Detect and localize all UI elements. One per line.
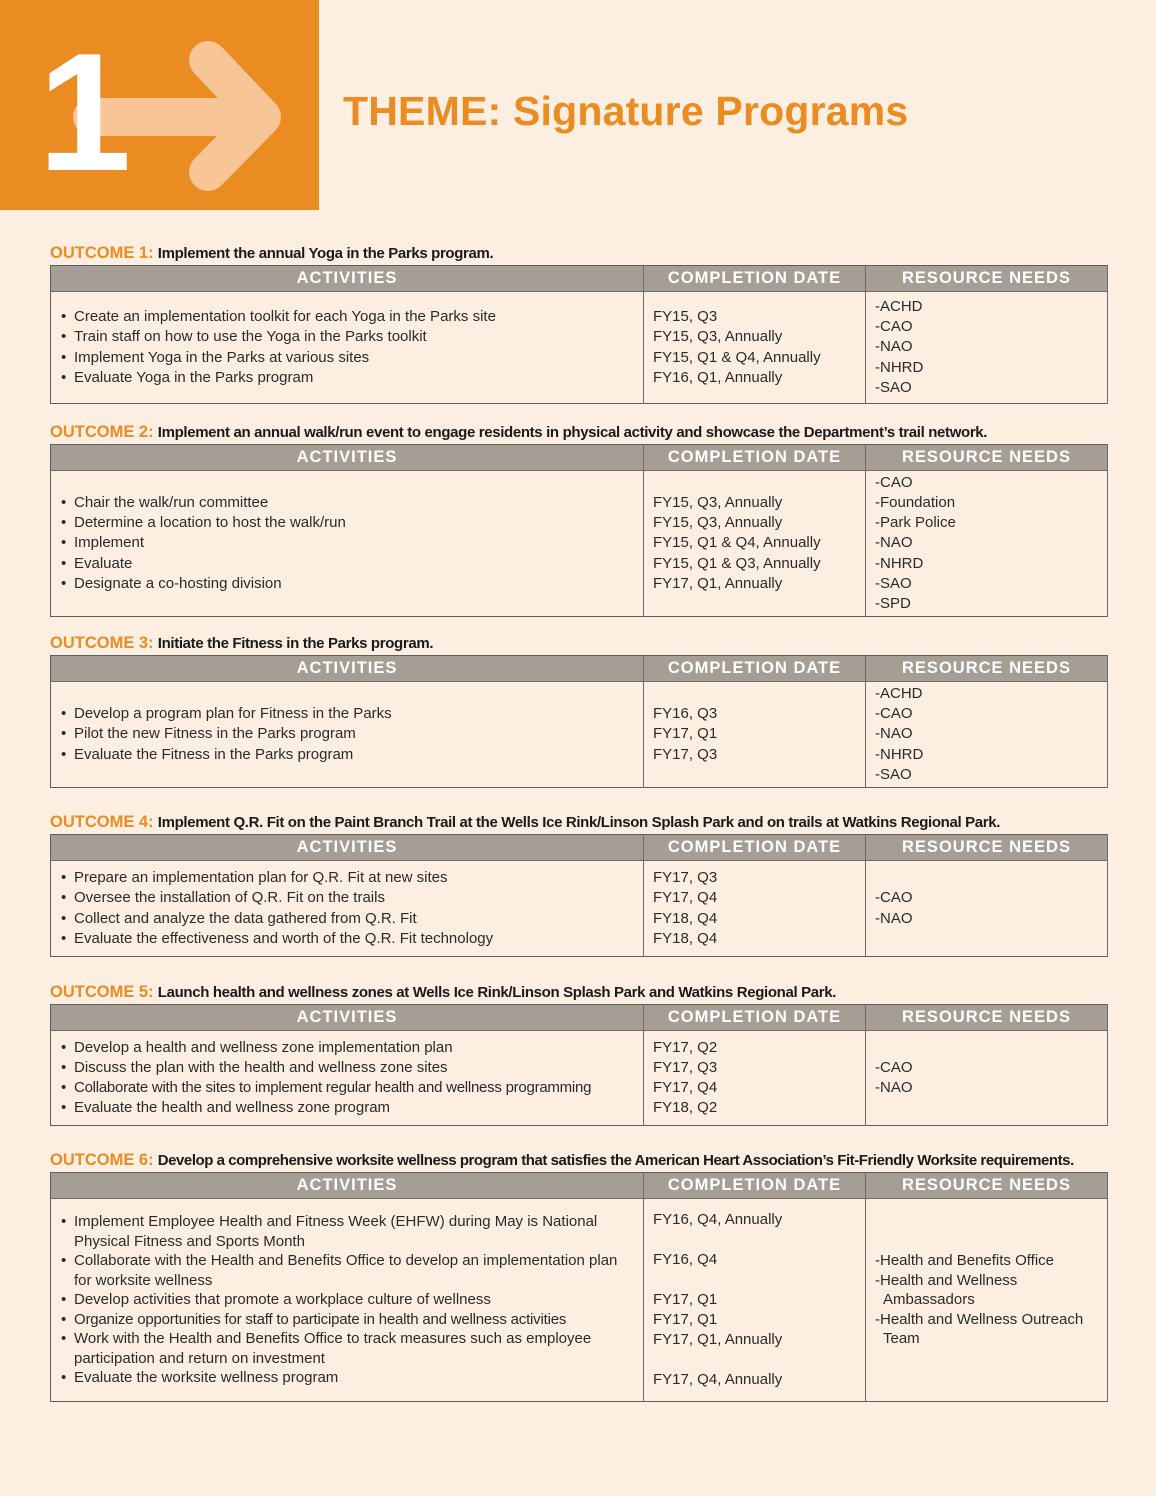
outcome-heading	[50, 982, 1107, 1002]
resource-needs-cell: -CAO -Foundation -Park Police -NAO -NHRD -SAO -SPD	[866, 471, 1108, 617]
outcome-title: Develop a comprehensive worksite wellness program that satisfies the American Heart Association’s Fit-Friendly Worksite requirements.	[157, 1152, 1074, 1169]
outcome-label: OUTCOME 4:	[50, 813, 154, 831]
outcome-title: Initiate the Fitness in the Parks program.	[157, 635, 434, 652]
activities-cell	[51, 1199, 644, 1402]
activities-header: ACTIVITIES	[51, 1005, 644, 1031]
list-item: • Evaluate the health and wellness zone program	[61, 1099, 391, 1117]
table-row	[51, 682, 1108, 788]
completion-date-cell: FY15, Q3, Annually FY15, Q3, Annually FY15, Q1 & Q4, Annually FY15, Q1 & Q3, Annually FY17, Q1, Annually	[644, 471, 866, 617]
activities-header: ACTIVITIES	[51, 266, 644, 292]
resource-needs-cell: -ACHD -CAO -NAO -NHRD -SAO	[866, 682, 1108, 788]
list-item: • Prepare an implementation plan for Q.R. Fit at new sites	[61, 869, 448, 887]
outcome-section-4	[50, 812, 1107, 957]
outcome-label: OUTCOME 5:	[50, 983, 154, 1001]
outcome-section-5	[50, 982, 1107, 1126]
table-row	[51, 292, 1108, 404]
outcome-section-6	[50, 1150, 1107, 1402]
list-item: • Evaluate the worksite wellness program	[61, 1369, 339, 1387]
outcome-title: Implement an annual walk/run event to engage residents in physical activity and showcase the Department’s trail network.	[157, 424, 988, 441]
completion-date-cell: FY17, Q2 FY17, Q3 FY17, Q4 FY18, Q2	[644, 1031, 866, 1126]
outcome-title: Launch health and wellness zones at Wells Ice Rink/Linson Splash Park and Watkins Regional Park.	[157, 984, 837, 1001]
list-item: • Organize opportunities for staff to participate in health and wellness activities	[61, 1310, 567, 1328]
resource-needs-cell: -Health and Benefits Office -Health and Wellness Ambassadors -Health and Wellness Outreach Team	[866, 1199, 1108, 1402]
activities-header: ACTIVITIES	[51, 835, 644, 861]
outcome-heading	[50, 1150, 1107, 1170]
outcome-label: OUTCOME 1:	[50, 244, 154, 262]
list-item: • Discuss the plan with the health and wellness zone sites	[61, 1058, 448, 1076]
outcome-heading	[50, 633, 1107, 653]
resource-needs-header: RESOURCE NEEDS	[866, 445, 1108, 471]
list-item: • Collaborate with the sites to implement regular health and wellness programming	[61, 1079, 592, 1096]
outcome-section-1	[50, 243, 1107, 404]
activities-header: ACTIVITIES	[51, 656, 644, 682]
list-item: • Evaluate Yoga in the Parks program	[61, 368, 314, 386]
resource-needs-header: RESOURCE NEEDS	[866, 1005, 1108, 1031]
outcome-table	[50, 1004, 1108, 1126]
outcome-label: OUTCOME 3:	[50, 634, 154, 652]
resource-needs-cell: -CAO -NAO	[866, 1031, 1108, 1126]
completion-date-header: COMPLETION DATE	[644, 1005, 866, 1031]
list-item: • Train staff on how to use the Yoga in the Parks toolkit	[61, 328, 427, 346]
list-item: • Develop a health and wellness zone implementation plan	[61, 1038, 453, 1056]
table-row	[51, 471, 1108, 617]
outcome-table	[50, 1172, 1108, 1402]
table-row	[51, 1199, 1108, 1402]
resource-needs-header: RESOURCE NEEDS	[866, 1173, 1108, 1199]
outcome-heading	[50, 243, 1107, 263]
resource-needs-cell: -ACHD -CAO -NAO -NHRD -SAO	[866, 292, 1108, 404]
list-item: • Work with the Health and Benefits Office to track measures such as employee participation and return on investment	[61, 1330, 592, 1367]
completion-date-header: COMPLETION DATE	[644, 1173, 866, 1199]
outcome-section-2	[50, 422, 1107, 617]
list-item: • Evaluate the effectiveness and worth of the Q.R. Fit technology	[61, 929, 494, 947]
resource-needs-cell: -CAO -NAO	[866, 861, 1108, 957]
outcome-label: OUTCOME 2:	[50, 423, 154, 441]
completion-date-header: COMPLETION DATE	[644, 266, 866, 292]
list-item: • Create an implementation toolkit for each Yoga in the Parks site	[61, 308, 496, 326]
list-item: • Develop a program plan for Fitness in the Parks	[61, 705, 392, 723]
list-item: • Designate a co-hosting division	[61, 574, 282, 592]
list-item: • Evaluate	[61, 554, 133, 572]
activities-cell	[51, 292, 644, 404]
completion-date-cell: FY17, Q3 FY17, Q4 FY18, Q4 FY18, Q4	[644, 861, 866, 957]
theme-number: 1	[38, 18, 132, 206]
outcome-table	[50, 444, 1108, 617]
resource-needs-header: RESOURCE NEEDS	[866, 266, 1108, 292]
activities-header: ACTIVITIES	[51, 1173, 644, 1199]
list-item: • Implement Employee Health and Fitness Week (EHFW) during May is National Physical Fitness and Sports Month	[61, 1213, 598, 1250]
list-item: • Implement Yoga in the Parks at various sites	[61, 348, 370, 366]
activities-cell	[51, 471, 644, 617]
list-item: • Chair the walk/run committee	[61, 493, 269, 511]
table-row	[51, 1031, 1108, 1126]
list-item: • Develop activities that promote a workplace culture of wellness	[61, 1291, 491, 1309]
list-item: • Implement	[61, 534, 145, 552]
outcome-title: Implement Q.R. Fit on the Paint Branch Trail at the Wells Ice Rink/Linson Splash Park and on trails at Watkins Regional Park.	[157, 814, 1001, 831]
arrow-right-icon	[0, 0, 319, 210]
list-item: • Evaluate the Fitness in the Parks program	[61, 745, 354, 763]
completion-date-cell: FY16, Q4, Annually FY16, Q4 FY17, Q1 FY17, Q1 FY17, Q1, Annually FY17, Q4, Annually	[644, 1199, 866, 1402]
list-item: • Pilot the new Fitness in the Parks program	[61, 725, 356, 743]
resource-needs-header: RESOURCE NEEDS	[866, 835, 1108, 861]
outcome-table	[50, 265, 1108, 404]
completion-date-cell: FY15, Q3 FY15, Q3, Annually FY15, Q1 & Q4, Annually FY16, Q1, Annually	[644, 292, 866, 404]
outcome-section-3	[50, 633, 1107, 788]
list-item: • Oversee the installation of Q.R. Fit on the trails	[61, 889, 385, 907]
completion-date-header: COMPLETION DATE	[644, 656, 866, 682]
list-item: • Collaborate with the Health and Benefits Office to develop an implementation plan for worksite wellness	[61, 1252, 618, 1289]
outcome-table	[50, 655, 1108, 788]
outcome-heading	[50, 422, 1107, 442]
activities-cell	[51, 1031, 644, 1126]
page-title: THEME: Signature Programs	[343, 88, 909, 134]
activities-cell	[51, 682, 644, 788]
outcome-table	[50, 834, 1108, 957]
outcome-heading	[50, 812, 1107, 832]
list-item: • Collect and analyze the data gathered from Q.R. Fit	[61, 909, 417, 927]
completion-date-cell: FY16, Q3 FY17, Q1 FY17, Q3	[644, 682, 866, 788]
list-item: • Determine a location to host the walk/run	[61, 514, 346, 532]
completion-date-header: COMPLETION DATE	[644, 445, 866, 471]
resource-needs-header: RESOURCE NEEDS	[866, 656, 1108, 682]
outcome-label: OUTCOME 6:	[50, 1151, 154, 1169]
activities-cell	[51, 861, 644, 957]
activities-header: ACTIVITIES	[51, 445, 644, 471]
completion-date-header: COMPLETION DATE	[644, 835, 866, 861]
table-row	[51, 861, 1108, 957]
theme-number-banner	[0, 0, 319, 210]
outcome-title: Implement the annual Yoga in the Parks program.	[157, 245, 494, 262]
